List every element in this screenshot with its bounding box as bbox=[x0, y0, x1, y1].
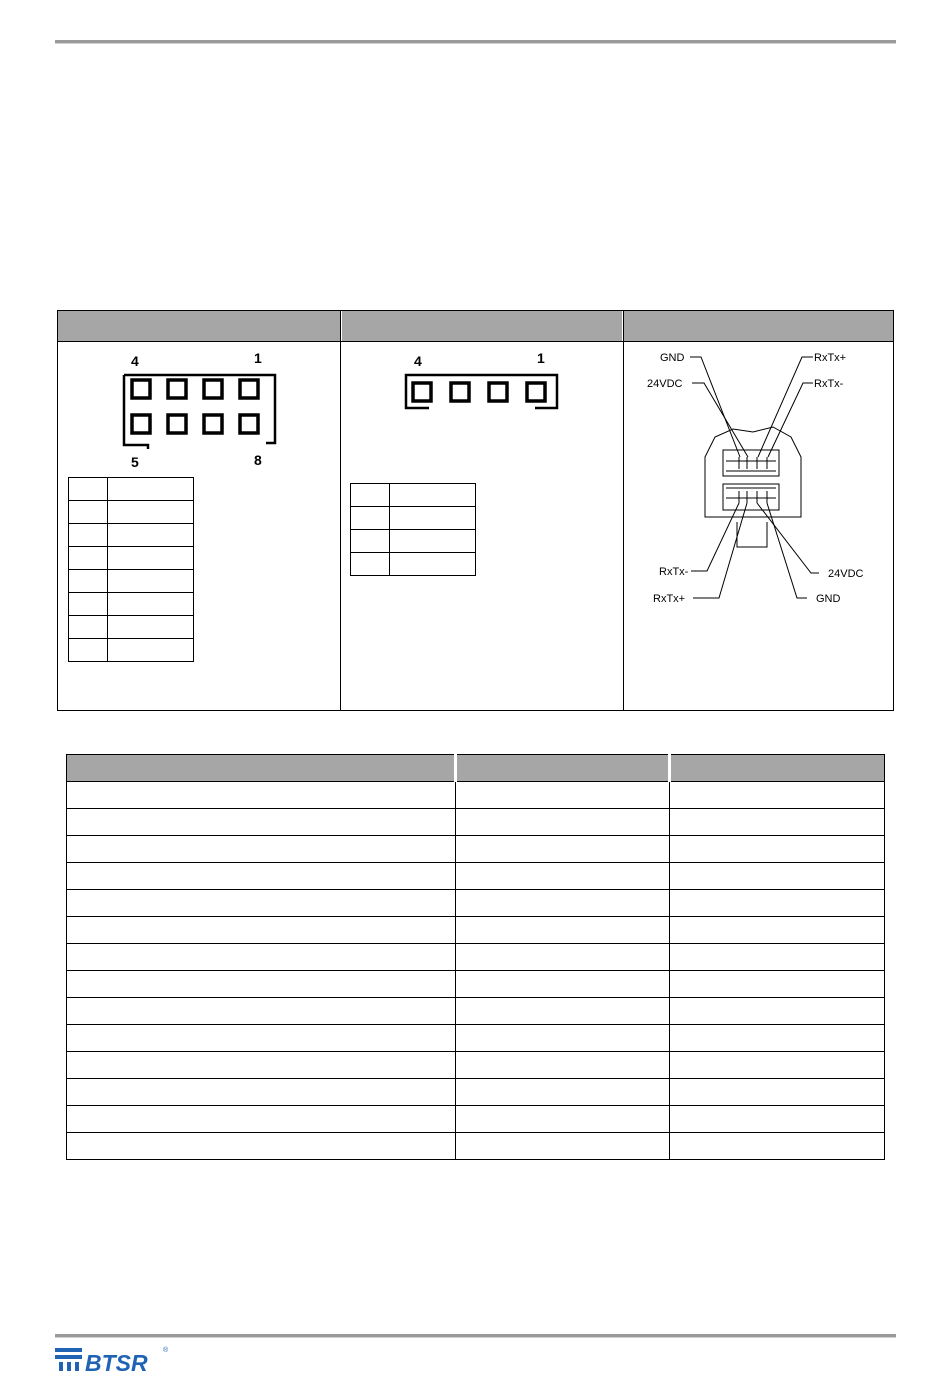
table-row bbox=[69, 547, 194, 570]
pin-square bbox=[132, 380, 150, 398]
table-row bbox=[67, 1025, 885, 1052]
pin-square bbox=[413, 383, 431, 401]
connector-4pin-diagram bbox=[400, 349, 570, 424]
table-row bbox=[67, 1052, 885, 1079]
table-row bbox=[67, 890, 885, 917]
table-row bbox=[69, 616, 194, 639]
table-row bbox=[69, 501, 194, 524]
btsr-logo bbox=[55, 1344, 175, 1374]
pin-label-4: 4 bbox=[414, 353, 422, 369]
pin-label-8: 8 bbox=[254, 452, 262, 468]
logo-registered-mark: ® bbox=[163, 1347, 169, 1354]
logo-mark-icon bbox=[55, 1348, 82, 1371]
column-divider bbox=[623, 311, 624, 710]
pin-square bbox=[204, 415, 222, 433]
table-row bbox=[67, 1133, 885, 1160]
table-row bbox=[67, 863, 885, 890]
connector-table bbox=[57, 310, 894, 711]
pin-label-5: 5 bbox=[131, 454, 139, 470]
bottom-rule bbox=[55, 1334, 896, 1338]
pin-square bbox=[240, 415, 258, 433]
pin-square bbox=[489, 383, 507, 401]
pin-table-8 bbox=[68, 477, 194, 662]
pin-square bbox=[527, 383, 545, 401]
table-row bbox=[69, 570, 194, 593]
table-row bbox=[351, 507, 476, 530]
parameter-table bbox=[66, 754, 885, 1160]
pin-square bbox=[168, 415, 186, 433]
table-row bbox=[69, 639, 194, 662]
pin-table-4 bbox=[350, 483, 476, 576]
pin-label-4: 4 bbox=[131, 353, 139, 369]
pin-label-1: 1 bbox=[537, 350, 545, 366]
table-header-row bbox=[67, 755, 885, 782]
pin-square bbox=[168, 380, 186, 398]
logo-text: BTSR bbox=[85, 1350, 148, 1374]
connector-side-diagram bbox=[633, 347, 888, 607]
table-row bbox=[67, 971, 885, 998]
table-row bbox=[69, 478, 194, 501]
connector-table-header bbox=[58, 311, 893, 342]
table-row bbox=[351, 484, 476, 507]
column-header bbox=[67, 755, 456, 782]
label-rxtx-plus-top: RxTx+ bbox=[814, 352, 847, 364]
table-row bbox=[69, 593, 194, 616]
label-rxtx-minus-top: RxTx- bbox=[814, 378, 844, 390]
top-rule bbox=[55, 40, 896, 44]
table-row bbox=[351, 553, 476, 576]
label-rxtx-minus-bottom: RxTx- bbox=[659, 566, 689, 578]
table-row bbox=[67, 1106, 885, 1133]
label-gnd-bottom: GND bbox=[816, 593, 841, 605]
table-row bbox=[351, 530, 476, 553]
pin-square bbox=[132, 415, 150, 433]
label-rxtx-plus-bottom: RxTx+ bbox=[653, 593, 686, 605]
pin-square bbox=[451, 383, 469, 401]
table-row bbox=[67, 998, 885, 1025]
table-row bbox=[69, 524, 194, 547]
pin-label-1: 1 bbox=[254, 350, 262, 366]
column-header bbox=[670, 755, 885, 782]
table-row bbox=[67, 944, 885, 971]
table-row bbox=[67, 1079, 885, 1106]
table-row bbox=[67, 782, 885, 809]
pin-square bbox=[240, 380, 258, 398]
table-row bbox=[67, 836, 885, 863]
connector-8pin-diagram bbox=[118, 349, 288, 474]
table-row bbox=[67, 917, 885, 944]
label-24vdc-top: 24VDC bbox=[647, 378, 683, 390]
table-row bbox=[67, 809, 885, 836]
label-24vdc-bottom: 24VDC bbox=[828, 568, 864, 580]
column-header bbox=[455, 755, 670, 782]
pin-square bbox=[204, 380, 222, 398]
label-gnd-top: GND bbox=[660, 352, 685, 364]
column-divider bbox=[340, 311, 341, 710]
